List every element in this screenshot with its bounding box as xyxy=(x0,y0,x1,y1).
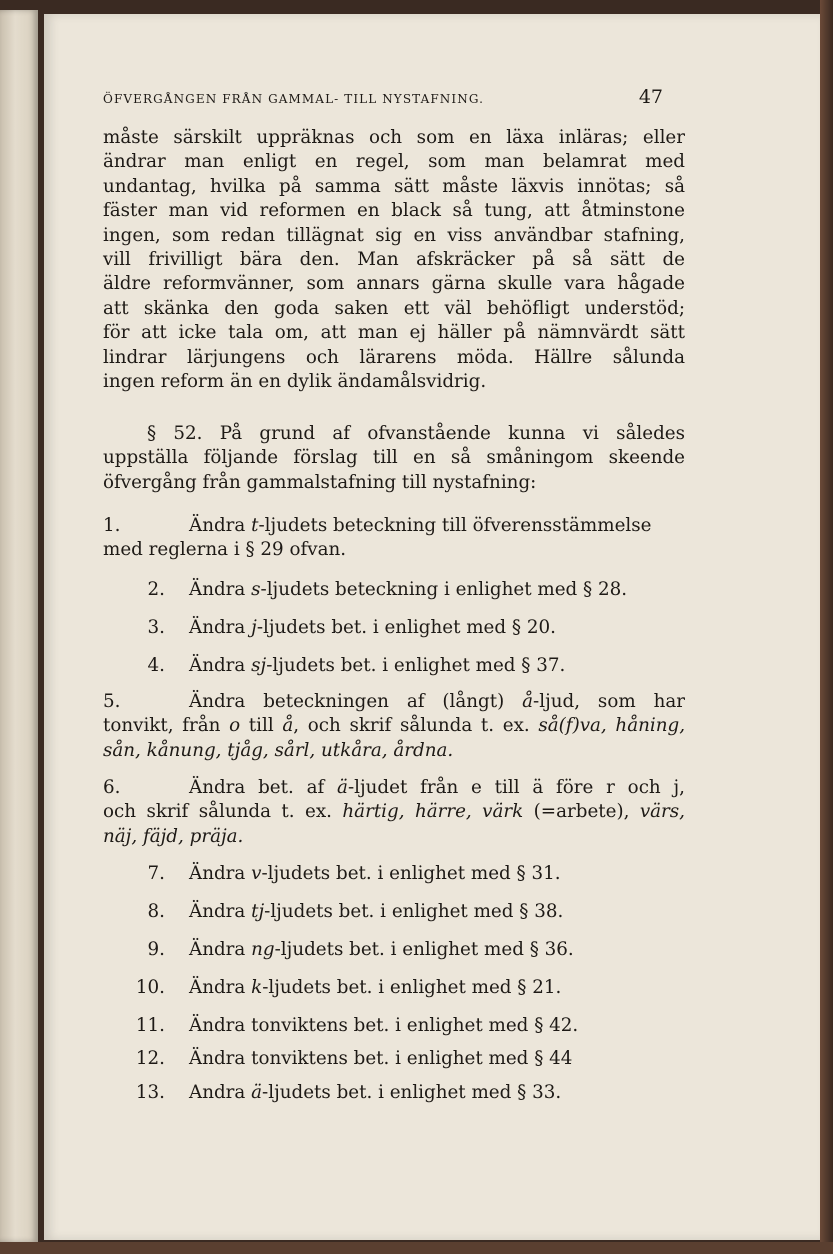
book-cover-edge xyxy=(820,0,833,1254)
running-head-title: ÖFVERGÅNGEN FRÅN GAMMAL- TILL NYSTAFNING. xyxy=(103,92,484,106)
item-number: 2. xyxy=(147,579,165,600)
text-line: ingen, som redan tillägnat sig en viss användbar stafning, xyxy=(103,224,685,246)
text-line: uppställa följande förslag till en så småningom skeende xyxy=(103,447,685,469)
text-line: lindrar lärjungens och lärarens möda. Hällre sålunda xyxy=(103,346,685,368)
item-number: 5. xyxy=(103,691,121,712)
item-number: 13. xyxy=(135,1082,165,1103)
text-line: för att icke tala om, att man ej häller på nämnvärdt sätt xyxy=(103,322,685,344)
list-item: 13. Andra ä-ljudets bet. i enlighet med § 33. xyxy=(103,1081,685,1105)
text-line: ändrar man enligt en regel, som man belamrat med xyxy=(103,151,685,173)
item-number: 7. xyxy=(147,863,165,884)
list-item: 3. Ändra j-ljudets bet. i enlighet med § 20. xyxy=(103,616,685,640)
list-item: 11. Ändra tonviktens bet. i enlighet med § 42. xyxy=(103,1014,685,1038)
list-item: 4. Ändra sj-ljudets bet. i enlighet med § 37. xyxy=(103,654,685,678)
page-number: 47 xyxy=(638,86,663,108)
text-line: § 52. På grund af ofvanstående kunna vi således xyxy=(147,423,685,444)
text-line: undantag, hvilka på samma sätt måste läxvis innötas; så xyxy=(103,175,685,197)
text-line: ingen reform än en dylik ändamålsvidrig. xyxy=(103,371,487,393)
item-number: 12. xyxy=(135,1048,165,1069)
text-line: öfvergång från gammalstafning till nystafning: xyxy=(103,471,537,493)
item-number: 11. xyxy=(135,1015,165,1036)
item-number: 8. xyxy=(147,901,165,922)
text-line: äldre reformvänner, som annars gärna skulle vara hågade xyxy=(103,273,685,295)
item-number: 9. xyxy=(147,939,165,960)
list-item: 7. Ändra v-ljudets bet. i enlighet med § 31. xyxy=(103,862,685,886)
text-line: måste särskilt uppräknas och som en läxa inläras; eller xyxy=(103,127,685,148)
item-number: 3. xyxy=(147,617,165,638)
item-number: 6. xyxy=(103,777,121,798)
list-item: 5. Ändra beteckningen af (långt) å-ljud, som har tonvikt, från o till å, och skrif sålunda t. ex. så(f)va, håning, sån, kånung, tjåg, sårl, utkåra, årdna. xyxy=(103,691,686,761)
item-number: 1. xyxy=(103,515,121,536)
list-item: 10. Ändra k-ljudets bet. i enlighet med § 21. xyxy=(103,976,685,1000)
list-item: 2. Ändra s-ljudets beteckning i enlighet med § 28. xyxy=(103,578,685,602)
list-item: 9. Ändra ng-ljudets bet. i enlighet med § 36. xyxy=(103,938,685,962)
item-number: 10. xyxy=(135,977,165,998)
text-line: fäster man vid reformen en black så tung, att åtminstone xyxy=(103,200,685,222)
text-line: vill frivilligt bära den. Man afskräcker på så sätt de xyxy=(103,249,685,271)
list-item: 12. Ändra tonviktens bet. i enlighet med § 44 xyxy=(103,1047,685,1071)
facing-page-edge xyxy=(0,10,38,1242)
book-bottom-edge xyxy=(0,1242,833,1254)
list-item: 1. Ändra t-ljudets beteckning till öfverensstämmelse med reglerna i § 29 ofvan. xyxy=(103,515,652,561)
item-number: 4. xyxy=(147,655,165,676)
intro-paragraph xyxy=(103,126,685,394)
list-item: 6. Ändra bet. af ä-ljudet från e till ä före r och j, och skrif sålunda t. ex. härtig, härre, värk (=arbete), värs, näj, fäjd, präja. xyxy=(103,777,685,847)
list-item: 8. Ändra tj-ljudets bet. i enlighet med § 38. xyxy=(103,900,685,924)
text-line: att skänka den goda saken ett väl behöfligt understöd; xyxy=(103,297,685,319)
running-head xyxy=(103,86,663,114)
section-52-paragraph xyxy=(103,422,685,495)
